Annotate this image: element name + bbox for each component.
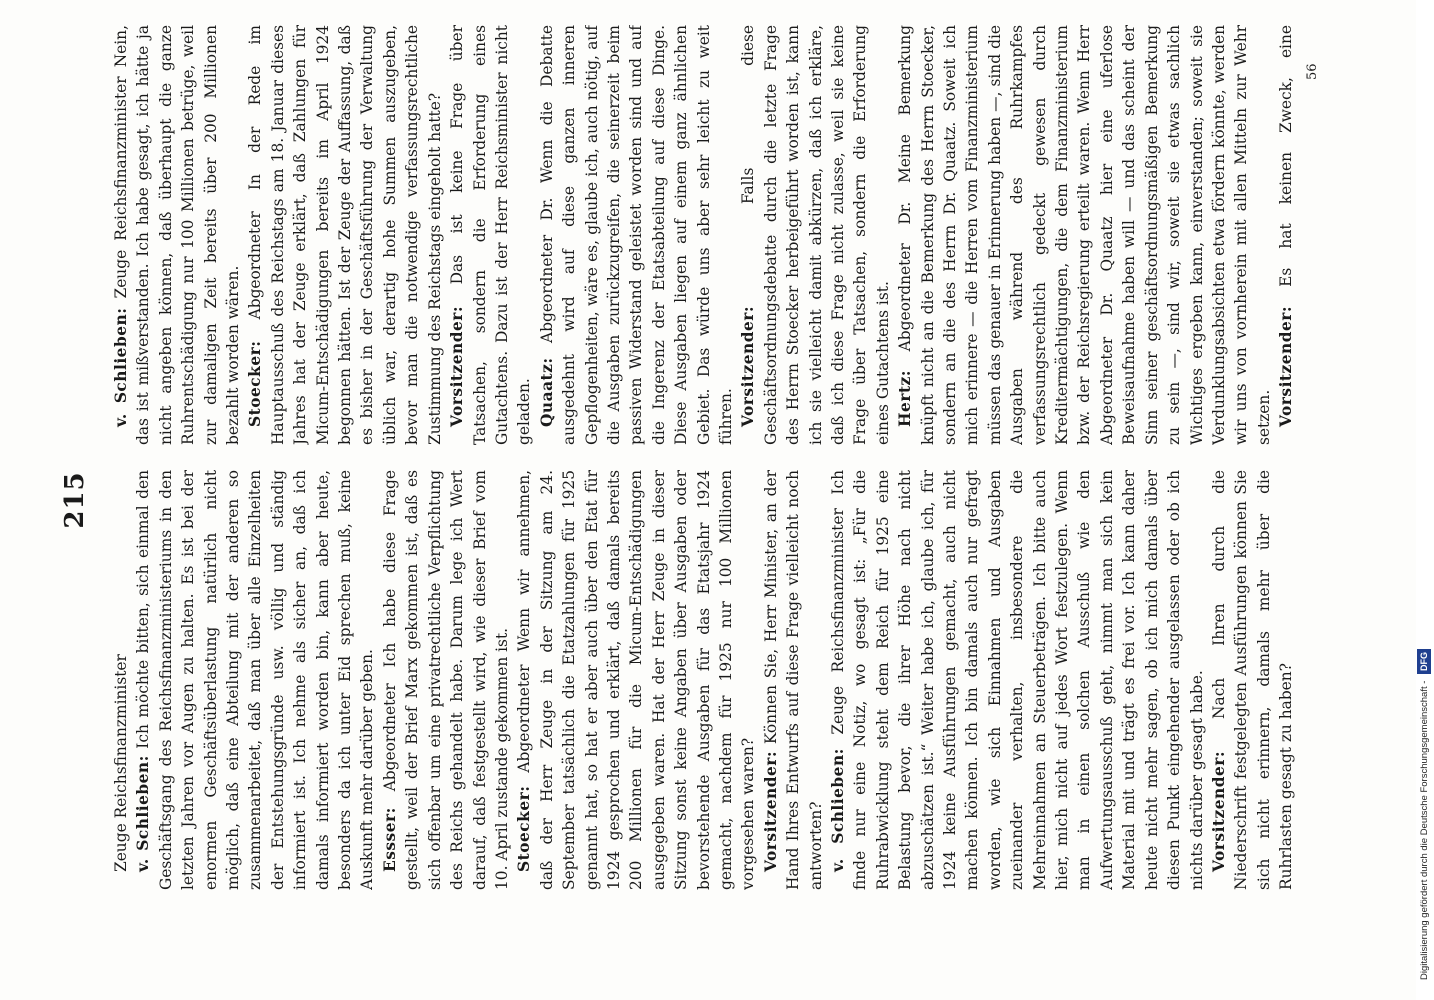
digitization-credit-bar [1416, 0, 1434, 1000]
paragraph-text: Das ist keine Frage über Tatsachen, sondern die Erforderung eines Gutachtens. Dazu ist der Herr Reichsminister nicht geladen. [448, 25, 534, 445]
paragraph-text: Es hat keinen Zweck, eine [1277, 25, 1296, 287]
paragraph-text: Falls diese Geschäftsordnungsdebatte durch die letzte Frage des Herrn Stoecker herbeigeführt worden ist, kann ich sie vielleicht damit abkürzen, daß ich erkläre, daß ich diese Frage nicht zulasse, weil sie keine Frage über Tatsachen, sondern die Erforderung eines Gutachtens ist. [739, 25, 892, 445]
paragraph-text: Ich möchte bitten, sich einmal den Geschäftsgang des Reichsfinanzministeriums in den letzten Jahren vor Augen zu halten. Es ist bei der enormen Geschäftsüberlastung natürlich nicht möglich, daß eine Abteilung mit der anderen so zusammenarbeitet, daß man über alle Einzelheiten der Entstehungsgründe usw. völlig und ständig informiert ist. Ich nehme als sicher an, daß ich damals informiert worden bin, kann aber heute, besonders da ich unter Eid sprechen muß, keine Auskunft mehr darüber geben. [134, 470, 377, 890]
paragraph-text: Abgeordneter Wenn wir annehmen, daß der Herr Zeuge in der Sitzung am 24. September tatsächlich die Etatzahlungen für 1925 genannt hat, so hat er aber auch über den Etat für 1924 gesprochen und erklärt, daß damals bereits 200 Millionen für die Micum-Entschädigungen ausgegeben waren. Hat der Herr Zeuge in dieser Sitzung sonst keine Angaben über Ausgaben oder bevorstehende Ausgaben für das Etatsjahr 1924 gemacht, nachdem für 1925 nur 100 Millionen vorgesehen waren? [515, 470, 758, 890]
speaker-name: v. Schlieben: [829, 748, 847, 872]
speaker-name: Essser: [380, 807, 399, 872]
page-number: 215 [60, 471, 90, 529]
speaker-name: Stoecker: [246, 340, 265, 427]
paragraph [827, 470, 1208, 890]
paragraph-text: Zeuge Reichsfinanzminister Nein, das ist mißverstanden. Ich habe gesagt, ich hätte ja nicht angeben können, daß überhaupt die ganze Ruhrentschädigung nur 100 Millionen betrüge, weil zur damaligen Zeit bereits über 200 Millionen bezahlt worden wären. [112, 25, 243, 445]
speaker-name: v. Schlieben: [134, 755, 153, 872]
paragraph-text: Abgeordneter In der Rede im Hauptausschuß des Reichstags am 18. Januar dieses Jahres hat der Zeuge erklärt, daß Zahlungen für Micum-Entschädigungen bereits im April 1924 begonnen hätten. Ist der Zeuge der Auffassung, daß es bisher in der Geschäftsführung der Verwaltung üblich war, derartig hohe Summen auszugeben, bevor man die notwendige verfassungsrechtliche Zustimmung des Reichstags eingeholt hatte? [246, 25, 444, 445]
paragraph-text: Abgeordneter Dr. Wenn die Debatte ausgedehnt wird auf diese ganzen inneren Gepflogenheiten, wäre es, glaube ich, auch nötig, auf die Ausgaben zurückzugreifen, die seinerzeit beim passiven Widerstand geleistet worden sind und auf die Ingerenz der Etatsabteilung auf diese Dinge. Diese Ausgaben liegen auf einem ganz ähnlichen Gebiet. Das würde uns aber sehr leicht zu weit führen. [537, 25, 735, 445]
paragraph [379, 470, 513, 890]
paragraph-text: Abgeordneter Ich habe diese Frage gestellt, weil der Brief Marx gekommen ist, daß es sich offenbar um eine privatrechtliche Verpflichtung des Reichs gehandelt habe. Darum lege ich Wert darauf, daß festgestellt wird, wie dieser Brief vom 10. April zustande gekommen ist. [380, 470, 511, 890]
paragraph [132, 470, 378, 890]
paragraph [1298, 470, 1300, 890]
speaker-name: Hertz: [896, 370, 915, 427]
speaker-name: Quaatz: [537, 357, 556, 427]
speaker-name: Vorsitzender: [739, 305, 758, 427]
paragraph [513, 470, 759, 890]
paragraph [446, 25, 536, 445]
paragraph [1275, 25, 1300, 445]
speaker-name: v. Schlieben: [112, 307, 130, 427]
paragraph-text: Können Sie, Herr Minister, an der Hand Ihres Entwurfs auf diese Frage vielleicht noch antworten? [761, 470, 825, 890]
paragraph [110, 25, 244, 445]
paragraph-text: Nach Ihren durch die Niederschrift festgelegten Ausführungen können Sie sich nicht erinnern, damals mehr über die Ruhrlasten gesagt zu haben? [1209, 470, 1296, 890]
speaker-name: Vorsitzender: [1209, 750, 1228, 872]
paragraph-text: Abgeordneter Dr. Meine Bemerkung knüpft nicht an die Bemerkung des Herrn Stoecker, sondern an die des Herrn Dr. Quaatz. Soweit ich mich erinnere — die Herren vom Finanzministerium müssen das genauer in Erinnerung haben —, sind die Ausgaben während des Ruhrkampfes verfassungsrechtlich gedeckt gewesen durch Kreditermächtigungen, die dem Finanzministerium bzw. der Reichsregierung erteilt waren. Wenn Herr Abgeordneter Dr. Quaatz hier eine uferlose Beweisaufnahme haben will — und das scheint der Sinn seiner geschäftsordnungsmäßigen Bemerkung zu sein —, sind wir, soweit sie etwas sachlich Wichtiges ergeben kann, einverstanden; soweit sie Verdunklungsabsichten etwa fördern könnte, werden wir uns von vornherein mit allen Mitteln zur Wehr setzen. [896, 25, 1273, 445]
text-column-left [110, 470, 1300, 890]
paragraph [110, 470, 132, 890]
signature-number: 56 [1305, 63, 1320, 80]
paragraph [894, 25, 1275, 445]
paragraph-text: Zeuge Reichsfinanzminister Ich finde nur eine Notiz, wo gesagt ist: „Für die Ruhrabwicklung steht dem Reich für 1925 eine Belastung bevor, die ihrer Höhe nach nicht abzuschätzen ist.“ Weiter habe ich, glaube ich, für 1924 keine Ausführungen gemacht, auch nicht machen können. Ich bin damals auch nur gefragt worden, wie sich Einnahmen und Ausgaben zueinander verhalten, insbesondere die Mehreinnahmen an Steuerbeträgen. Ich bitte auch hier, mich nicht auf jedes Wort festzulegen. Wenn man in einen solchen Ausschuß wie den Aufwertungsausschuß geht, nimmt man sich kein Material mit und trägt es frei vor. Ich kann daher heute nicht mehr sagen, ob ich mich damals über diesen Punkt eingehender ausgelassen oder ob ich nichts darüber gesagt habe. [829, 470, 1206, 890]
speaker-name: Stoecker: [515, 785, 534, 872]
paragraph [760, 470, 827, 890]
paragraph [1208, 470, 1298, 890]
speaker-name: Vorsitzender: [448, 305, 467, 427]
paragraph [244, 25, 446, 445]
text-column-right [110, 25, 1300, 445]
speaker-name: Vorsitzender: [1277, 305, 1296, 427]
credit-text: Digitalisierung gefördert durch die Deutsche Forschungsgemeinschaft - [1419, 680, 1430, 980]
digitization-credit [1416, 0, 1434, 1000]
paragraph-text: Zeuge Reichsfinanzminister [112, 654, 130, 872]
paragraph [536, 25, 738, 445]
speaker-name: Vorsitzender: [761, 750, 780, 872]
paragraph [737, 25, 894, 445]
dfg-logo: DFG [1417, 649, 1431, 674]
